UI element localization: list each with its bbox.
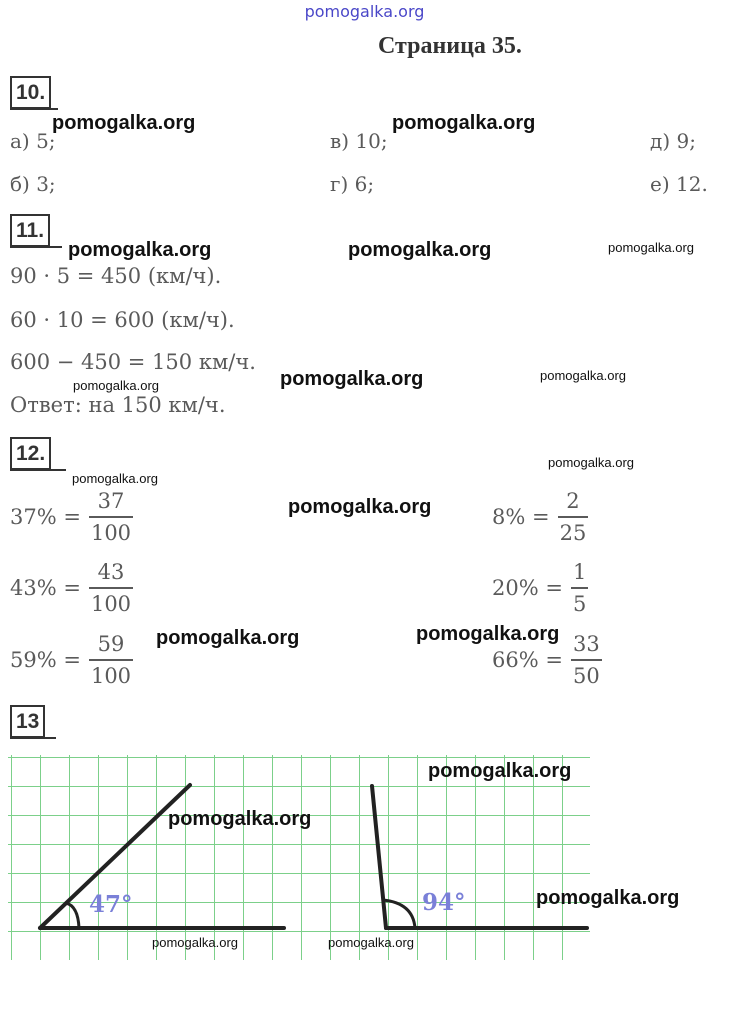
solution-line-2: 60 · 10 = 600 (км/ч). [10, 308, 235, 332]
task-number-12: 12. [10, 437, 51, 470]
watermark: pomogalka.org [548, 455, 634, 470]
watermark: pomogalka.org [73, 378, 159, 393]
numerator: 2 [566, 489, 580, 513]
page-title: Страница 35. [378, 33, 522, 59]
angle-47-arc [66, 903, 79, 928]
answer-line: Ответ: на 150 км/ч. [10, 393, 226, 417]
numerator: 1 [572, 560, 587, 584]
percent-label: 37% = [10, 505, 81, 529]
numerator: 33 [572, 632, 600, 656]
angle-label-94: 94° [422, 889, 466, 916]
answer-v: в) 10; [330, 129, 388, 153]
solution-line-3: 600 − 450 = 150 км/ч. [10, 350, 256, 374]
watermark: pomogalka.org [288, 496, 432, 518]
watermark: pomogalka.org [328, 935, 414, 950]
numerator: 59 [97, 632, 125, 656]
watermark: pomogalka.org [416, 623, 560, 645]
denominator: 100 [90, 521, 132, 545]
numerator: 37 [97, 489, 125, 513]
site-link[interactable]: pomogalka.org [304, 2, 425, 21]
answer-d: д) 9; [650, 129, 696, 153]
percent-label: 20% = [492, 576, 563, 600]
percent-label: 8% = [492, 505, 550, 529]
watermark: pomogalka.org [156, 627, 300, 649]
task-number-13: 13 [10, 705, 45, 738]
denominator: 25 [559, 521, 587, 545]
denominator: 100 [90, 592, 132, 616]
numerator: 43 [97, 560, 125, 584]
task-number-11: 11. [10, 214, 50, 247]
answer-b: б) 3; [10, 172, 56, 196]
angle-94-arc [383, 900, 415, 928]
solution-line-1: 90 · 5 = 450 (км/ч). [10, 264, 222, 288]
answer-g: г) 6; [330, 172, 375, 196]
denominator: 100 [90, 664, 132, 688]
watermark: pomogalka.org [536, 887, 680, 909]
percent-label: 59% = [10, 648, 81, 672]
watermark: pomogalka.org [168, 808, 312, 830]
watermark: pomogalka.org [428, 760, 572, 782]
denominator: 50 [572, 664, 600, 688]
watermark: pomogalka.org [68, 239, 212, 261]
watermark: pomogalka.org [52, 112, 196, 134]
watermark: pomogalka.org [540, 368, 626, 383]
percent-label: 43% = [10, 576, 81, 600]
watermark: pomogalka.org [608, 240, 694, 255]
watermark: pomogalka.org [280, 368, 424, 390]
watermark: pomogalka.org [348, 239, 492, 261]
angle-94-steep-ray [372, 786, 386, 928]
denominator: 5 [572, 592, 587, 616]
angle-label-47: 47° [89, 891, 133, 918]
answer-a: а) 5; [10, 129, 56, 153]
answer-e: е) 12. [650, 172, 708, 196]
percent-label: 66% = [492, 648, 563, 672]
task-number-10: 10. [10, 76, 51, 109]
watermark: pomogalka.org [152, 935, 238, 950]
watermark: pomogalka.org [392, 112, 536, 134]
watermark: pomogalka.org [72, 471, 158, 486]
